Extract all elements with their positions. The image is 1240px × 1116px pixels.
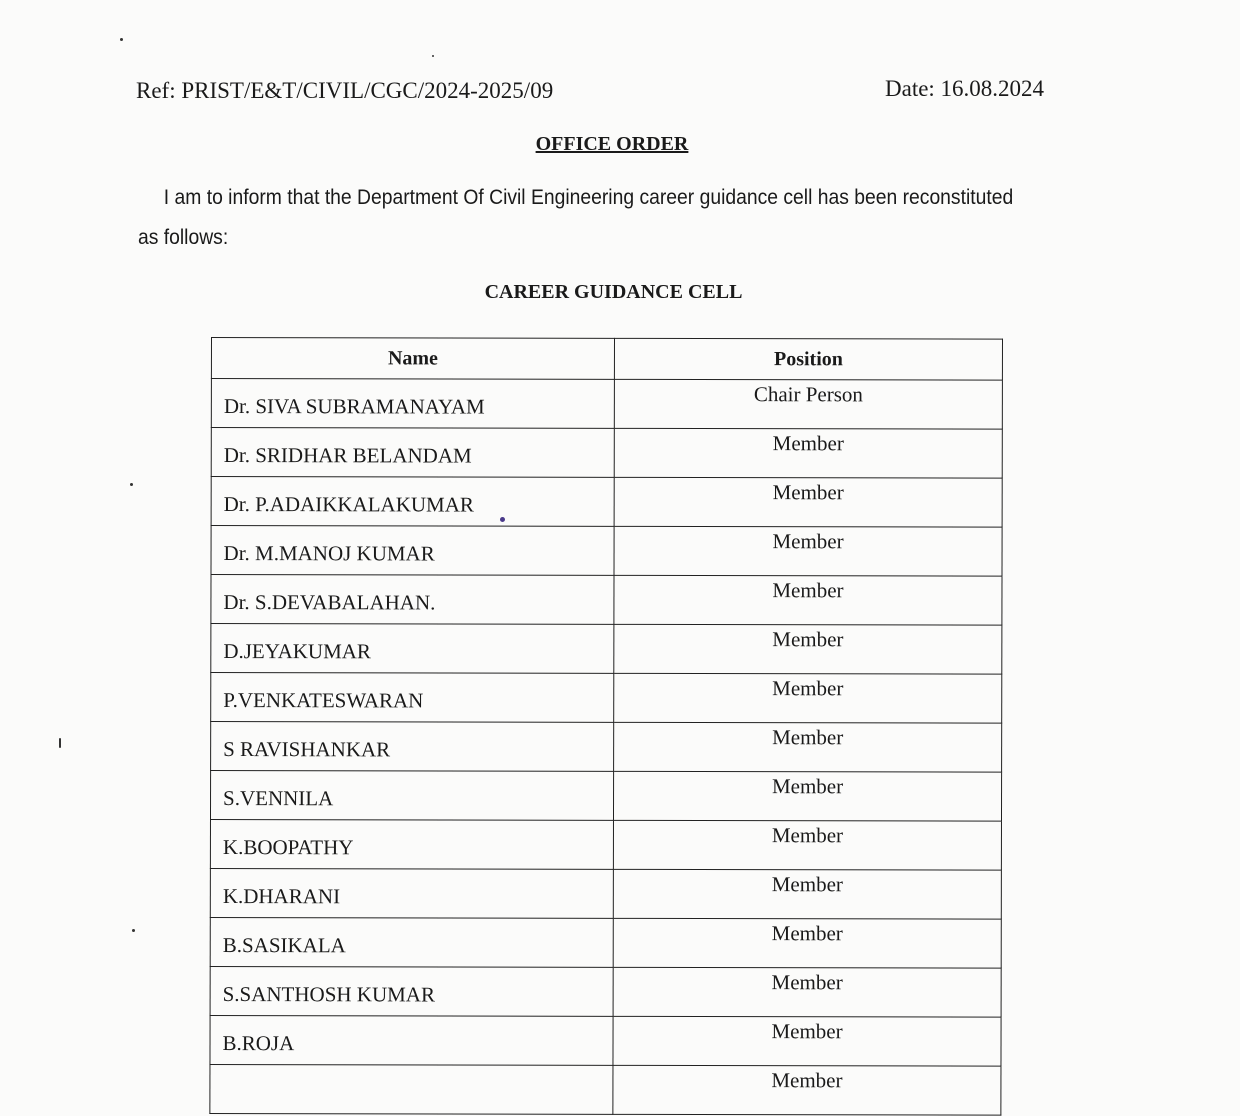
- member-name: B.ROJA: [210, 1015, 613, 1065]
- members-table: [209, 337, 1003, 1116]
- table-row: [210, 917, 1001, 968]
- member-name: Dr. S.DEVABALAHAN.: [211, 575, 614, 625]
- member-name: K.DHARANI: [210, 868, 613, 918]
- table-header-row: [211, 338, 1002, 381]
- member-name: D.JEYAKUMAR: [211, 624, 614, 674]
- member-position: Member: [613, 771, 1001, 821]
- scan-speck: [59, 738, 61, 748]
- body-line-2: as follows:: [138, 226, 229, 249]
- member-name: Dr. SIVA SUBRAMANAYAM: [211, 379, 614, 429]
- table-row: [210, 1015, 1001, 1066]
- member-name: S.SANTHOSH KUMAR: [210, 966, 613, 1016]
- member-name: K.BOOPATHY: [210, 820, 613, 870]
- column-header-name: Name: [211, 338, 614, 380]
- document-date: Date: 16.08.2024: [885, 76, 1045, 101]
- table-row: [210, 1064, 1001, 1115]
- member-position: Member: [613, 820, 1001, 870]
- table-row: [211, 673, 1002, 724]
- table-row: [211, 722, 1002, 773]
- member-position: Member: [613, 869, 1001, 919]
- table-row: [211, 575, 1002, 626]
- table-row: [211, 624, 1002, 675]
- document-title: OFFICE ORDER: [535, 133, 689, 155]
- member-name: Dr. P.ADAIKKALAKUMAR: [211, 477, 614, 527]
- table-row: [210, 868, 1001, 919]
- member-position: Member: [613, 918, 1001, 968]
- body-paragraph: [138, 178, 1021, 258]
- table-row: [210, 771, 1001, 822]
- member-position: Chair Person: [614, 379, 1002, 429]
- member-position: Member: [614, 722, 1002, 772]
- reference-number: Ref: PRIST/E&T/CIVIL/CGC/2024-2025/09: [136, 78, 554, 103]
- table-row: [211, 526, 1002, 577]
- member-position: Member: [614, 624, 1002, 674]
- member-name: [210, 1064, 613, 1114]
- column-header-position: Position: [614, 338, 1002, 380]
- section-title: CAREER GUIDANCE CELL: [484, 281, 743, 303]
- member-name: P.VENKATESWARAN: [211, 673, 614, 723]
- table-row: [211, 379, 1002, 430]
- member-position: Member: [614, 575, 1002, 625]
- table-row: [211, 477, 1002, 528]
- member-name: S.VENNILA: [210, 771, 613, 821]
- scan-speck: [432, 55, 434, 57]
- member-position: Member: [613, 1016, 1001, 1066]
- scan-speck: [130, 483, 133, 486]
- table-row: [210, 820, 1001, 871]
- member-position: Member: [613, 1065, 1001, 1115]
- table-row: [210, 966, 1001, 1017]
- member-name: Dr. SRIDHAR BELANDAM: [211, 428, 614, 478]
- member-name: B.SASIKALA: [210, 917, 613, 967]
- member-position: Member: [614, 673, 1002, 723]
- member-name: S RAVISHANKAR: [211, 722, 614, 772]
- scan-speck: [132, 929, 135, 932]
- member-position: Member: [613, 967, 1001, 1017]
- body-line-1: I am to inform that the Department Of Civil Engineering career guidance cell has been reconstituted: [163, 186, 1014, 209]
- member-name: Dr. M.MANOJ KUMAR: [211, 526, 614, 576]
- member-position: Member: [614, 428, 1002, 478]
- scan-speck: [120, 38, 123, 41]
- table-row: [211, 428, 1002, 479]
- member-position: Member: [614, 526, 1002, 576]
- member-position: Member: [614, 477, 1002, 527]
